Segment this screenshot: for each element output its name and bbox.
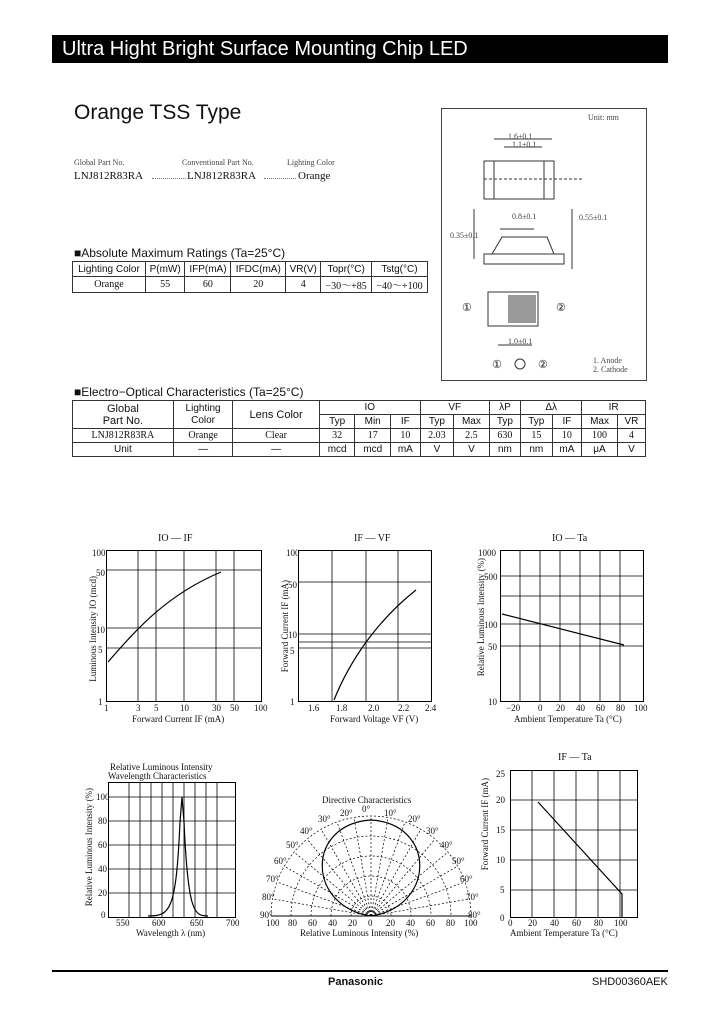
chart5-angle: 40° — [440, 840, 453, 850]
lighting-color-label: Lighting Color — [287, 158, 335, 167]
chart2-frame — [299, 551, 432, 702]
table-row — [73, 262, 428, 277]
chart5-angle: 30° — [426, 826, 439, 836]
chart3-xtick: 0 — [538, 703, 543, 713]
table-header: IO — [319, 401, 420, 415]
table-cell: 32 — [319, 429, 355, 443]
package-diagram — [441, 108, 647, 381]
pin-label-1: ① — [492, 359, 502, 371]
chart2-ylabel: Forward Current IF (mA) — [280, 580, 290, 673]
table-cell: mcd — [355, 443, 391, 457]
table-header: Topr(°C) — [321, 262, 372, 277]
abs-max-title: ■Absolute Maximum Ratings (Ta=25°C) — [74, 246, 286, 260]
page-banner: Ultra Hight Bright Surface Mounting Chip LED — [52, 35, 668, 63]
chart3-ytick: 500 — [484, 572, 498, 582]
table-header: IFP(mA) — [185, 262, 231, 277]
chart5-xtick: 20 — [348, 918, 357, 928]
chart1-curve — [108, 572, 221, 662]
chart2-curve — [334, 590, 416, 700]
chart5-angle: 80° — [468, 910, 481, 920]
chart5-xtick: 60 — [426, 918, 435, 928]
table-cell: 2.5 — [454, 429, 490, 443]
chart2-ytick: 10 — [288, 630, 297, 640]
brand-logo: Panasonic — [328, 976, 384, 988]
chart4-xtick: 650 — [190, 918, 204, 928]
chart6-xtick: 20 — [528, 918, 537, 928]
chart3-ytick: 100 — [484, 620, 498, 630]
footer-rule — [52, 970, 668, 972]
table-cell: Orange — [73, 277, 146, 293]
chart5-angle: 80° — [262, 892, 275, 902]
chart1-xtick: 50 — [230, 703, 239, 713]
table-row — [73, 401, 646, 415]
chart4-subtitle: Wavelength Characteristics — [108, 771, 207, 781]
chart5-polar — [266, 806, 476, 918]
chart5-xtick: 0 — [368, 918, 373, 928]
dim-label: 1.1±0.1 — [512, 140, 537, 149]
abs-max-table — [72, 261, 428, 293]
chart3-xlabel: Ambient Temperature Ta (°C) — [514, 714, 622, 724]
chart5-xtick: 60 — [308, 918, 317, 928]
table-cell: 10 — [552, 429, 582, 443]
table-header: VR — [617, 415, 645, 429]
chart3-ytick: 50 — [488, 642, 497, 652]
chart1-xtick: 5 — [154, 703, 159, 713]
global-part-number: LNJ812R83RA — [74, 170, 144, 182]
chart5-angle: 30° — [318, 814, 331, 824]
table-cell: 15 — [521, 429, 552, 443]
table-cell: V — [420, 443, 453, 457]
chart5-angle: 50° — [452, 856, 465, 866]
chart6-xlabel: Ambient Temperature Ta (°C) — [510, 928, 618, 938]
table-header: Max — [582, 415, 618, 429]
chart3-plot — [500, 550, 644, 702]
chart1-ytick: 10 — [96, 625, 105, 635]
table-header: IR — [582, 401, 646, 415]
table-row — [73, 277, 428, 293]
package-side-view — [492, 237, 554, 254]
chart5-title: Directive Characteristics — [322, 795, 412, 805]
chart5-angle: 50° — [286, 840, 299, 850]
chart1-ytick: 5 — [98, 645, 103, 655]
table-header — [73, 401, 174, 429]
chart4-ytick: 100 — [96, 792, 110, 802]
table-cell: −30〜+85 — [321, 277, 372, 293]
table-cell: 4 — [286, 277, 321, 293]
chart5-angle: 40° — [300, 826, 313, 836]
chart6-ytick: 0 — [500, 913, 505, 923]
table-cell: 100 — [582, 429, 618, 443]
table-cell: nm — [521, 443, 552, 457]
chart2-ytick: 1 — [290, 697, 295, 707]
chart6-xtick: 80 — [594, 918, 603, 928]
table-cell: Orange — [173, 429, 233, 443]
table-cell: — — [233, 443, 320, 457]
chart3-ytick: 1000 — [478, 548, 496, 558]
table-row — [73, 429, 646, 443]
eo-lighting-label: Lighting — [185, 402, 221, 414]
chart5-xtick: 100 — [266, 918, 280, 928]
chart3-xtick: 40 — [576, 703, 585, 713]
table-cell: −40〜+100 — [371, 277, 427, 293]
chart2-xtick: 2.4 — [425, 703, 437, 713]
table-header: IF — [390, 415, 420, 429]
dim-label: 0.35±0.1 — [450, 231, 479, 240]
chart1-xlabel: Forward Current IF (mA) — [132, 714, 225, 724]
table-cell: mA — [552, 443, 582, 457]
chart3-title: IO — Ta — [552, 533, 588, 544]
table-header: IFDC(mA) — [231, 262, 286, 277]
chart4-xtick: 550 — [116, 918, 130, 928]
table-header: Min — [355, 415, 391, 429]
chart6-plot — [510, 770, 638, 918]
chart6-ylabel: Forward Current IF (mA) — [480, 778, 490, 871]
chart3-xtick: 100 — [634, 703, 648, 713]
table-header: λP — [489, 401, 520, 415]
lighting-color-value: Orange — [298, 170, 331, 182]
chart3-xtick: 80 — [616, 703, 625, 713]
table-cell: Unit — [73, 443, 174, 457]
diagram-unit: Unit: mm — [588, 113, 619, 122]
table-header: Lighting Color — [73, 262, 146, 277]
table-header: P(mW) — [145, 262, 184, 277]
pin-label-2: ② — [556, 302, 566, 314]
chart4-plot — [108, 782, 236, 918]
table-header: Δλ — [521, 401, 582, 415]
chart4-ytick: 0 — [101, 910, 106, 920]
eo-global-label: Global — [107, 402, 139, 415]
table-cell: 4 — [617, 429, 645, 443]
chart4-ylabel: Relative Luminous Intensity (%) — [84, 788, 94, 907]
chart2-xtick: 1.6 — [308, 703, 320, 713]
chart2-plot — [298, 550, 432, 702]
document-code: SHD00360AEK — [592, 976, 668, 988]
table-header: Typ — [489, 415, 520, 429]
table-row — [73, 443, 646, 457]
chart5-angle: 60° — [274, 856, 287, 866]
chart3-ytick: 10 — [488, 697, 497, 707]
table-cell: V — [454, 443, 490, 457]
legend-anode: 1. Anode — [593, 356, 622, 365]
chart4-ytick: 60 — [98, 840, 107, 850]
table-cell: LNJ812R83RA — [73, 429, 174, 443]
leader-dots — [264, 178, 296, 179]
chart3-xtick: −20 — [506, 703, 521, 713]
dim-label: 1.6±0.1 — [508, 132, 533, 141]
table-header: Typ — [521, 415, 552, 429]
chart5-xtick: 40 — [328, 918, 337, 928]
eo-part-label: Part No. — [102, 414, 144, 427]
chart1-xtick: 3 — [136, 703, 141, 713]
chart2-title: IF — VF — [354, 533, 391, 544]
chart6-xtick: 0 — [508, 918, 513, 928]
table-cell: mcd — [319, 443, 355, 457]
pin-label-2: ② — [538, 359, 548, 371]
dim-label: 1.0±0.1 — [508, 337, 533, 346]
chart6-xtick: 100 — [614, 918, 628, 928]
table-header: Typ — [319, 415, 355, 429]
dim-label: 0.8±0.1 — [512, 212, 537, 221]
chart5-angle: 60° — [460, 874, 473, 884]
chart5-angle: 70° — [266, 874, 279, 884]
chart5-xtick: 80 — [446, 918, 455, 928]
table-cell: 20 — [231, 277, 286, 293]
table-header: Lens Color — [233, 401, 320, 429]
chart4-xlabel: Wavelength λ (nm) — [136, 928, 206, 938]
chart1-xtick: 30 — [212, 703, 221, 713]
chart6-ytick: 25 — [496, 769, 505, 779]
table-cell: 2.03 — [420, 429, 453, 443]
table-header: IF — [552, 415, 582, 429]
chart1-ylabel: Luminous Intensity IO (mcd) — [88, 576, 98, 682]
chart1-xtick: 10 — [180, 703, 189, 713]
chart1-ytick: 50 — [96, 568, 105, 578]
table-header: Tstg(°C) — [371, 262, 427, 277]
chart5-angle: 20° — [408, 814, 421, 824]
conventional-part-number: LNJ812R83RA — [187, 170, 257, 182]
chart4-ytick: 40 — [98, 864, 107, 874]
chart5-xtick: 80 — [288, 918, 297, 928]
eo-color-label: Color — [191, 414, 216, 426]
chart4-curve — [148, 797, 208, 916]
chart4-xtick: 700 — [226, 918, 240, 928]
table-header: VF — [420, 401, 489, 415]
chart6-ytick: 20 — [496, 795, 505, 805]
table-cell: nm — [489, 443, 520, 457]
chart6-ytick: 10 — [496, 855, 505, 865]
chart5-angle: 70° — [466, 892, 479, 902]
chart2-ytick: 5 — [290, 646, 295, 656]
chart1-xtick: 1 — [104, 703, 109, 713]
table-cell: V — [617, 443, 645, 457]
table-cell: 17 — [355, 429, 391, 443]
chart2-ytick: 100 — [286, 548, 300, 558]
chart1-plot — [106, 550, 262, 702]
table-cell: Clear — [233, 429, 320, 443]
eo-table — [72, 400, 646, 457]
chart3-frame — [501, 551, 644, 702]
table-header: Typ — [420, 415, 453, 429]
chart5-xtick: 20 — [386, 918, 395, 928]
package-drawing — [442, 109, 646, 380]
chart6-frame — [511, 771, 638, 918]
table-cell: — — [173, 443, 233, 457]
chart5-xlabel: Relative Luminous Intensity (%) — [300, 928, 419, 938]
conventional-part-label: Conventional Part No. — [182, 158, 254, 167]
chart6-ytick: 15 — [496, 825, 505, 835]
chart4-ytick: 80 — [98, 816, 107, 826]
chart3-ylabel: Relative Luminous Intensity (%) — [476, 558, 486, 677]
global-part-label: Global Part No. — [74, 158, 125, 167]
chart1-title: IO — IF — [158, 533, 193, 544]
chart1-ytick: 100 — [92, 548, 106, 558]
chart2-ytick: 50 — [288, 580, 297, 590]
chart6-xtick: 60 — [572, 918, 581, 928]
chart4-ytick: 20 — [98, 888, 107, 898]
chart4-xtick: 600 — [152, 918, 166, 928]
pin-label-1: ① — [462, 302, 472, 314]
chart6-xtick: 40 — [550, 918, 559, 928]
cathode-pad — [508, 295, 536, 323]
chart5-xtick: 40 — [406, 918, 415, 928]
table-cell: mA — [390, 443, 420, 457]
eo-title: ■Electro−Optical Characteristics (Ta=25°C) — [74, 385, 304, 399]
table-header — [173, 401, 233, 429]
chart1-ytick: 1 — [98, 697, 103, 707]
chart1-xtick: 100 — [254, 703, 268, 713]
chart3-xtick: 20 — [556, 703, 565, 713]
chart3-xtick: 60 — [596, 703, 605, 713]
chart2-xtick: 2.0 — [368, 703, 380, 713]
table-header: Max — [454, 415, 490, 429]
table-cell: 55 — [145, 277, 184, 293]
legend-cathode: 2. Cathode — [593, 365, 628, 374]
chart5-angle: 10° — [384, 808, 397, 818]
table-cell: 630 — [489, 429, 520, 443]
page-title: Orange TSS Type — [74, 101, 242, 124]
chart5-xtick: 100 — [464, 918, 478, 928]
chart2-xtick: 1.8 — [336, 703, 348, 713]
chart4-title: Relative Luminous Intensity — [110, 762, 213, 772]
dim-label: 0.55±0.1 — [579, 213, 608, 222]
chart5-angle: 90° — [260, 910, 273, 920]
chart2-xlabel: Forward Voltage VF (V) — [330, 714, 419, 724]
chart5-angle: 20° — [340, 808, 353, 818]
chart2-xtick: 2.2 — [398, 703, 410, 713]
table-cell: 60 — [185, 277, 231, 293]
table-cell: μA — [582, 443, 618, 457]
chart5-angle: 0° — [362, 804, 371, 814]
chart6-title: IF — Ta — [558, 752, 592, 763]
table-cell: 10 — [390, 429, 420, 443]
chart6-ytick: 5 — [500, 885, 505, 895]
table-header: VR(V) — [286, 262, 321, 277]
leader-dots — [152, 178, 186, 179]
